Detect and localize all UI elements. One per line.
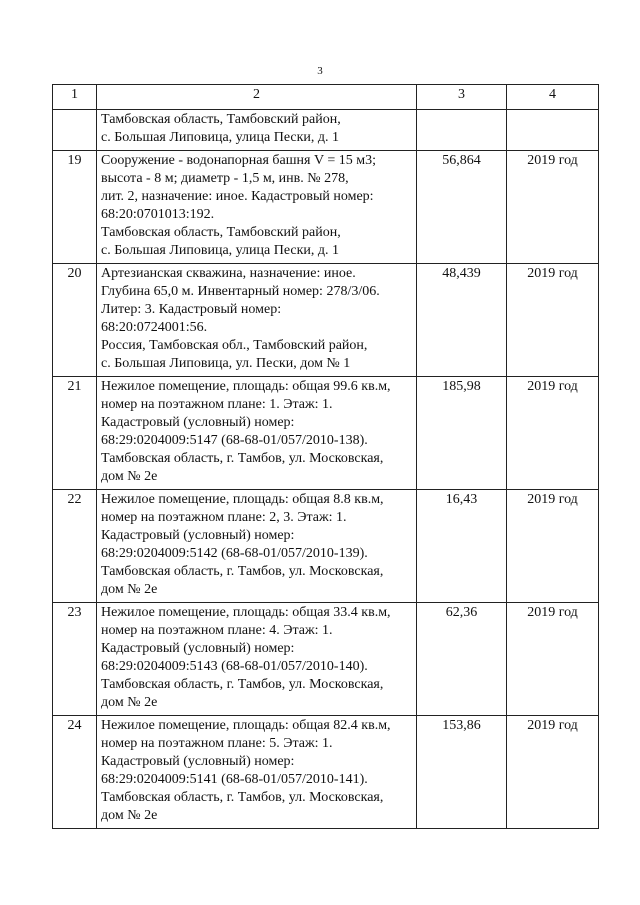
- description-line: лит. 2, назначение: иное. Кадастровый номер:: [101, 189, 374, 204]
- row-number: 20: [53, 264, 97, 377]
- description-line: с. Большая Липовица, улица Пески, д. 1: [101, 243, 340, 258]
- description-line: Тамбовская область, г. Тамбов, ул. Московская,: [101, 564, 384, 579]
- row-year: 2019 год: [507, 490, 599, 603]
- description-line: 68:29:0204009:5147 (68-68-01/057/2010-138).: [101, 433, 368, 448]
- row-description: [97, 264, 417, 377]
- description-line: Кадастровый (условный) номер:: [101, 415, 295, 430]
- row-value: 56,864: [417, 151, 507, 264]
- table-row: [53, 490, 599, 603]
- header-col-3: 3: [417, 85, 507, 110]
- row-value: 16,43: [417, 490, 507, 603]
- row-value: [417, 110, 507, 151]
- description-line: с. Большая Липовица, ул. Пески, дом № 1: [101, 356, 351, 371]
- description-line: 68:29:0204009:5141 (68-68-01/057/2010-141).: [101, 772, 368, 787]
- row-year: [507, 110, 599, 151]
- table-row: [53, 110, 599, 151]
- header-col-2: 2: [97, 85, 417, 110]
- description-line: Тамбовская область, г. Тамбов, ул. Московская,: [101, 451, 384, 466]
- row-value: 62,36: [417, 603, 507, 716]
- table-row: [53, 716, 599, 829]
- table-row: [53, 264, 599, 377]
- row-description: [97, 377, 417, 490]
- description-line: Тамбовская область, г. Тамбов, ул. Московская,: [101, 790, 384, 805]
- row-year: 2019 год: [507, 716, 599, 829]
- description-line: дом № 2е: [101, 695, 158, 710]
- description-line: номер на поэтажном плане: 5. Этаж: 1.: [101, 736, 333, 751]
- description-line: Кадастровый (условный) номер:: [101, 754, 295, 769]
- description-line: Россия, Тамбовская обл., Тамбовский район,: [101, 338, 368, 353]
- description-line: 68:20:0701013:192.: [101, 207, 215, 222]
- description-line: высота - 8 м; диаметр - 1,5 м, инв. № 278,: [101, 171, 349, 186]
- header-col-1: 1: [53, 85, 97, 110]
- description-line: дом № 2е: [101, 582, 158, 597]
- row-description: [97, 716, 417, 829]
- description-line: номер на поэтажном плане: 1. Этаж: 1.: [101, 397, 333, 412]
- description-line: Литер: 3. Кадастровый номер:: [101, 302, 282, 317]
- description-line: 68:29:0204009:5142 (68-68-01/057/2010-139).: [101, 546, 368, 561]
- row-value: 185,98: [417, 377, 507, 490]
- description-line: Сооружение - водонапорная башня V = 15 м3;: [101, 153, 376, 168]
- description-line: Нежилое помещение, площадь: общая 82.4 кв.м,: [101, 718, 391, 733]
- description-line: Кадастровый (условный) номер:: [101, 528, 295, 543]
- description-line: дом № 2е: [101, 469, 158, 484]
- row-number: [53, 110, 97, 151]
- description-line: дом № 2е: [101, 808, 158, 823]
- row-value: 153,86: [417, 716, 507, 829]
- row-description: [97, 110, 417, 151]
- description-line: 68:29:0204009:5143 (68-68-01/057/2010-140).: [101, 659, 368, 674]
- description-line: 68:20:0724001:56.: [101, 320, 208, 335]
- description-line: Нежилое помещение, площадь: общая 33.4 кв.м,: [101, 605, 391, 620]
- row-description: [97, 603, 417, 716]
- table-row: [53, 603, 599, 716]
- description-line: Глубина 65,0 м. Инвентарный номер: 278/3/06.: [101, 284, 380, 299]
- description-line: Кадастровый (условный) номер:: [101, 641, 295, 656]
- row-year: 2019 год: [507, 603, 599, 716]
- row-value: 48,439: [417, 264, 507, 377]
- table-header-row: [53, 85, 599, 110]
- row-number: 22: [53, 490, 97, 603]
- header-col-4: 4: [507, 85, 599, 110]
- description-line: Нежилое помещение, площадь: общая 8.8 кв.м,: [101, 492, 384, 507]
- description-line: Тамбовская область, Тамбовский район,: [101, 112, 341, 127]
- row-description: [97, 490, 417, 603]
- page-number: 3: [317, 65, 323, 77]
- description-line: Тамбовская область, г. Тамбов, ул. Московская,: [101, 677, 384, 692]
- table-row: [53, 151, 599, 264]
- row-number: 23: [53, 603, 97, 716]
- description-line: с. Большая Липовица, улица Пески, д. 1: [101, 130, 340, 145]
- description-line: Нежилое помещение, площадь: общая 99.6 кв.м,: [101, 379, 391, 394]
- row-year: 2019 год: [507, 377, 599, 490]
- description-line: Артезианская скважина, назначение: иное.: [101, 266, 356, 281]
- description-line: номер на поэтажном плане: 2, 3. Этаж: 1.: [101, 510, 347, 525]
- description-line: номер на поэтажном плане: 4. Этаж: 1.: [101, 623, 333, 638]
- row-year: 2019 год: [507, 151, 599, 264]
- row-number: 19: [53, 151, 97, 264]
- table-row: [53, 377, 599, 490]
- row-description: [97, 151, 417, 264]
- property-table: [52, 84, 599, 829]
- row-number: 21: [53, 377, 97, 490]
- row-number: 24: [53, 716, 97, 829]
- row-year: 2019 год: [507, 264, 599, 377]
- description-line: Тамбовская область, Тамбовский район,: [101, 225, 341, 240]
